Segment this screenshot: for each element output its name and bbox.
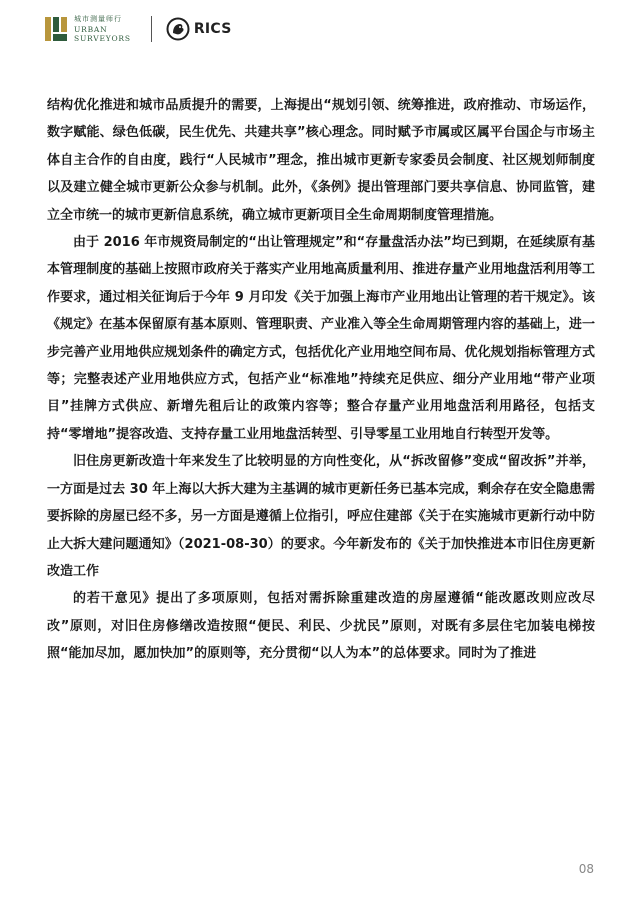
urban-surveyors-en-line1: URBAN [74,24,108,34]
urban-surveyors-en-line2: SURVEYORS [74,33,131,43]
page-number: 08 [578,862,594,876]
paragraph-4: 的若干意见》提出了多项原则，包括对需拆除重建改造的房屋遵循“能改愿改则应改尽改”原则，对旧住房修缮改造按照“便民、利民、少扰民”原则，对既有多层住宅加装电梯按照“能加尽加，愿加快加”的原则等，充分贯彻“以人为本”的总体要求。同时为了推进 [47,591,595,662]
paragraph-2: 由于 2016 年市规资局制定的“出让管理规定”和“存量盘活办法”均已到期，在延续原有基本管理制度的基础上按照市政府关于落实产业用地高质量利用、推进存量产业用地盘活利用等工作要求，通过相关征询后于今年 9 月印发《关于加强上海市产业用地出让管理的若干规定》。该《规定》在基本保留原有基本原则、管理职责、产业准入等全生命周期管理内容的基础上，进一步完善产业用地供应规划条件的确定方式，包括优化产业用地空间布局、优化规划指标管理方式等；完整表述产业用地供应方式，包括产业“标准地”持续充足供应、细分产业用地“带产业项目”挂牌方式供应、新增先租后让的政策内容等；整合存量产业用地盘活利用路径，包括支持“零增地”提容改造、支持存量工业用地盘活转型、引导零星工业用地自行转型开发等。 [47,235,595,442]
urban-surveyors-cn-name: 城市测量师行 [74,14,122,23]
body-text [47,92,595,668]
rics-wordmark: RICS [193,21,232,37]
urban-surveyors-wordmark [74,16,131,43]
rics-lion-icon [166,17,190,41]
paragraph-3: 旧住房更新改造十年来发生了比较明显的方向性变化，从“拆改留修”变成“留改拆”并举，一方面是过去 30 年上海以大拆大建为主基调的城市更新任务已基本完成，剩余存在安全隐患需要拆除的房屋已经不多，另一方面是遵循上位指引，呼应住建部《关于在实施城市更新行动中防止大拆大建问题通知》（2021-08-30）的要求。今年新发布的《关于加快推进本市旧住房更新改造工作 [47,454,595,579]
rics-logo [166,17,232,41]
page-header [44,14,232,44]
urban-surveyors-logo [44,16,131,43]
urban-surveyors-mark-icon [44,16,68,42]
header-divider [151,16,152,42]
paragraph-1: 结构优化推进和城市品质提升的需要，上海提出“规划引领、统筹推进，政府推动、市场运作，数字赋能、绿色低碳，民生优先、共建共享”核心理念。同时赋予市属或区属平台国企与市场主体自主合作的自由度，践行“人民城市”理念，推出城市更新专家委员会制度、社区规划师制度以及建立健全城市更新公众参与机制。此外，《条例》提出管理部门要共享信息、协同监管，建立全市统一的城市更新信息系统，确立城市更新项目全生命周期制度管理措施。 [47,98,595,223]
